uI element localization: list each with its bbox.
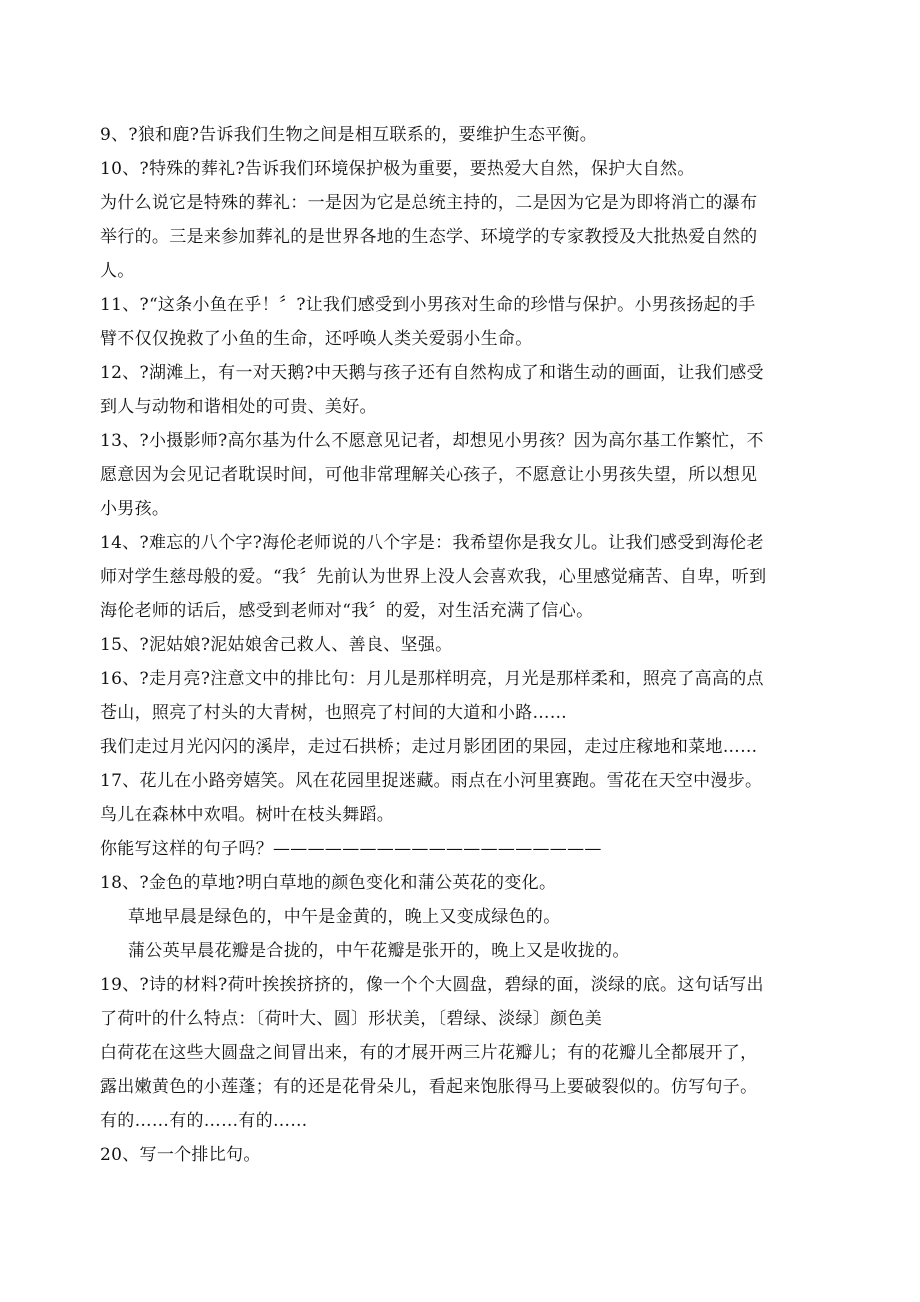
text-line: 10、?特殊的葬礼?告诉我们环境保护极为重要，要热爱大自然，保护大自然。 xyxy=(100,159,695,179)
text-line: 小男孩。 xyxy=(100,499,170,519)
text-line: 师对学生慈母般的爱。“我〞先前认为世界上没人会喜欢我，心里感觉痛苦、自卑，听到 xyxy=(100,567,767,587)
text-line: 16、?走月亮?注意文中的排比句：月儿是那样明亮，月光是那样柔和，照亮了高高的点 xyxy=(100,669,764,689)
text-line: 人。 xyxy=(100,261,135,281)
text-line: 举行的。三是来参加葬礼的是世界各地的生态学、环境学的专家教授及大批热爱自然的 xyxy=(100,227,758,247)
text-line: 我们走过月光闪闪的溪岸，走过石拱桥；走过月影团团的果园，走过庄稼地和菜地…… xyxy=(100,737,758,757)
text-line: 白荷花在这些大圆盘之间冒出来，有的才展开两三片花瓣儿；有的花瓣儿全都展开了， xyxy=(100,1043,758,1063)
text-line: 12、?湖滩上，有一对天鹅?中天鹅与孩子还有自然构成了和谐生动的画面，让我们感受 xyxy=(100,363,764,383)
text-line: 有的……有的……有的…… xyxy=(100,1111,308,1131)
text-line: 15、?泥姑娘?泥姑娘舍己救人、善良、坚强。 xyxy=(100,635,453,655)
text-line-indented: 蒲公英早晨花瓣是合拢的，中午花瓣是张开的，晚上又是收拢的。 xyxy=(128,941,630,961)
text-line: 臂不仅仅挽救了小鱼的生命，还呼唤人类关爱弱小生命。 xyxy=(100,329,533,349)
text-line: 鸟儿在森林中欢唱。树叶在枝头舞蹈。 xyxy=(100,805,395,825)
document-body xyxy=(100,118,820,1172)
text-line: 到人与动物和谐相处的可贵、美好。 xyxy=(100,397,377,417)
text-line: 你能写这样的句子吗？——————————————————— xyxy=(100,839,602,859)
text-line: 9、?狼和鹿?告诉我们生物之间是相互联系的，要维护生态平衡。 xyxy=(100,125,598,145)
text-line: 13、?小摄影师?高尔基为什么不愿意见记者，却想见小男孩？因为高尔基工作繁忙，不 xyxy=(100,431,764,451)
text-line: 11、?“这条小鱼在乎！〞?让我们感受到小男孩对生命的珍惜与保护。小男孩扬起的手 xyxy=(100,295,756,315)
text-line: 海伦老师的话后，感受到老师对“我〞的爱，对生活充满了信心。 xyxy=(100,601,594,621)
text-line: 17、花儿在小路旁嬉笑。风在花园里捉迷藏。雨点在小河里赛跑。雪花在天空中漫步。 xyxy=(100,771,763,791)
text-line: 14、?难忘的八个字?海伦老师说的八个字是：我希望你是我女儿。让我们感受到海伦老 xyxy=(100,533,764,553)
text-line: 19、?诗的材料?荷叶挨挨挤挤的，像一个个大圆盘，碧绿的面，淡绿的底。这句话写出 xyxy=(100,975,764,995)
text-line: 20、写一个排比句。 xyxy=(100,1145,261,1165)
text-line: 露出嫩黄色的小莲蓬；有的还是花骨朵儿，看起来饱胀得马上要破裂似的。仿写句子。 xyxy=(100,1077,758,1097)
text-line: 18、?金色的草地?明白草地的颜色变化和蒲公英花的变化。 xyxy=(100,873,557,893)
text-line: 为什么说它是特殊的葬礼：一是因为它是总统主持的，二是因为它是为即将消亡的瀑布 xyxy=(100,193,758,213)
text-line: 愿意因为会见记者耽误时间，可他非常理解关心孩子，不愿意让小男孩失望，所以想见 xyxy=(100,465,758,485)
text-line-indented: 草地早晨是绿色的，中午是金黄的，晚上又变成绿色的。 xyxy=(128,907,561,927)
text-line: 苍山，照亮了村头的大青树，也照亮了村间的大道和小路…… xyxy=(100,703,568,723)
text-line: 了荷叶的什么特点：〔荷叶大、圆〕形状美，〔碧绿、淡绿〕颜色美 xyxy=(100,1009,602,1029)
